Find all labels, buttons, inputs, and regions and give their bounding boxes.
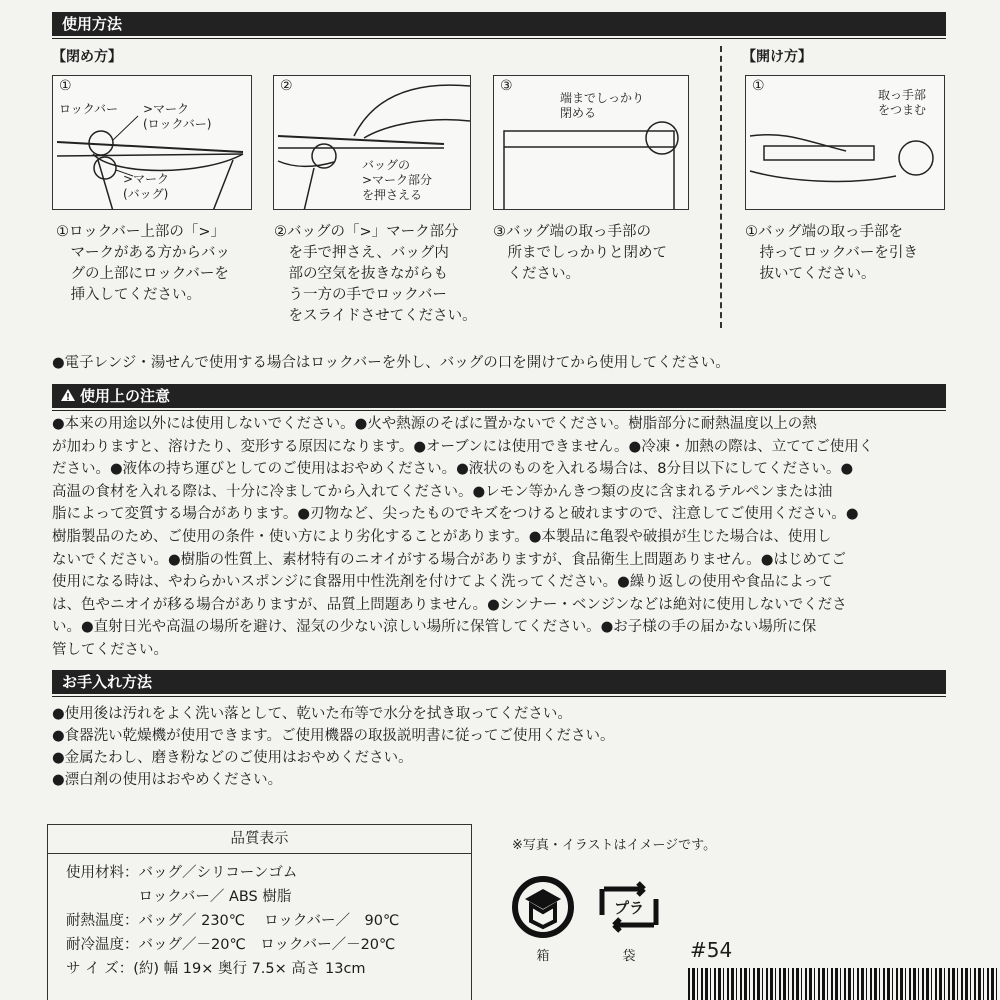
step-caption-2: ②バッグの「>」マーク部分 を手で押さえ、バッグ内 部の空気を抜きながらも う一方の手でロックバー をスライドさせてください。 — [274, 224, 477, 324]
box-label: 箱 — [536, 949, 550, 964]
pura-mark-text: プラ — [614, 899, 645, 917]
caution-line: 脂によって変質する場合があります。●刃物など、尖ったものでキズをつけると破れますので、注意してご使用ください。● — [52, 506, 859, 523]
care-line: ●使用後は汚れをよく洗い落として、乾いた布等で水分を拭き取ってください。 — [52, 706, 572, 722]
step-illustration-2 — [273, 75, 471, 210]
caution-line: ●本来の用途以外には使用しないでください。●火や熱源のそばに置かないでください。樹脂部分に耐熱温度以上の熱 — [52, 416, 817, 432]
bag-label: 袋 — [622, 949, 636, 964]
label-mark-lockbar: >マーク (ロックバー) — [143, 102, 212, 131]
microwave-note: ●電子レンジ・湯せんで使用する場合はロックバーを外し、バッグの口を開けてから使用してください。 — [52, 355, 730, 371]
caution-section-header — [52, 384, 946, 408]
paper-recycle-mark — [508, 875, 578, 964]
care-line: ●金属たわし、磨き粉などのご使用はおやめください。 — [52, 750, 413, 766]
step-caption-3: ③バッグ端の取っ手部の 所までしっかりと閉めて ください。 — [493, 224, 667, 282]
label-mark-bag: >マーク (バッグ) — [123, 172, 170, 201]
section-divider — [720, 46, 722, 328]
usage-section-header — [52, 12, 946, 36]
label-press-mark: バッグの >マーク部分 を押さえる — [362, 158, 433, 202]
product-code: #54 — [690, 938, 733, 962]
usage-section-title: 使用方法 — [62, 15, 123, 33]
plastic-recycle-mark — [594, 875, 664, 964]
care-line: ●食器洗い乾燥機が使用できます。ご使用機器の取扱説明書に従ってご使用ください。 — [52, 728, 615, 744]
caution-section-title: 使用上の注意 — [80, 387, 171, 405]
label-pinch-handle: 取っ手部 をつまむ — [878, 88, 927, 117]
quality-row: 耐冷温度：バッグ／－20℃ ロックバー／－20℃ — [66, 937, 396, 953]
caution-line: 使用になる時は、やわらかいスポンジに食器用中性洗剤を付けてよく洗ってください。●繰り返しの使用や食品によって — [52, 574, 833, 591]
close-heading: 【閉め方】 — [52, 49, 122, 65]
step-number: ① — [752, 78, 765, 94]
quality-row: ロックバー／ ABS 樹脂 — [66, 889, 292, 905]
quality-row: 耐熱温度：バッグ／ 230℃ ロックバー／ 90℃ — [66, 913, 400, 929]
quality-row: サ イ ズ：(約) 幅 19× 奥行 7.5× 高さ 13cm — [66, 961, 366, 977]
paper-box-recycle-icon — [511, 875, 575, 939]
label-close-to-end: 端までしっかり 閉める — [560, 91, 645, 120]
caution-line: は、色やニオイが移る場合がありますが、品質上問題ありません。●シンナー・ベンジンなどは絶対に使用しないでくださ — [52, 596, 847, 613]
image-note: ※写真・イラストはイメージです。 — [512, 838, 717, 853]
warning-icon — [60, 388, 76, 402]
step-number: ① — [59, 78, 72, 94]
open-illustration-1 — [745, 75, 945, 210]
care-line: ●漂白剤の使用はおやめください。 — [52, 772, 283, 788]
caution-line: ないでください。●樹脂の性質上、素材特有のニオイがする場合がありますが、食品衛生上問題ありません。●はじめてご — [52, 551, 846, 568]
caution-line: ださい。●液体の持ち運びとしてのご使用はおやめください。●液状のものを入れる場合は、8分目以下にしてください。● — [52, 461, 854, 478]
caution-line: 管してください。 — [52, 642, 168, 658]
open-caption-1: ①バッグ端の取っ手部を 持ってロックバーを引き 抜いてください。 — [745, 224, 918, 282]
care-section-header — [52, 670, 946, 694]
step-number: ② — [280, 78, 293, 94]
caution-line: い。●直射日光や高温の場所を避け、湿気の少ない涼しい場所に保管してください。●お子様の手の届かない場所に保 — [52, 619, 817, 636]
quality-row: 使用材料：バッグ／シリコーンゴム — [66, 865, 298, 881]
open-heading: 【開け方】 — [742, 49, 812, 65]
step-illustration-3 — [493, 75, 689, 210]
caution-line: 高温の食材を入れる際は、十分に冷ましてから入れてください。●レモン等かんきつ類の皮に含まれるテルペンまたは油 — [52, 483, 833, 500]
quality-label-table — [47, 824, 472, 1000]
barcode — [688, 968, 1000, 1000]
caution-line: が加わりますと、溶けたり、変形する原因になります。●オーブンには使用できません。●冷凍・加熱の際は、立ててご使用く — [52, 438, 874, 455]
label-lockbar: ロックバー — [59, 102, 119, 116]
quality-title: 品質表示 — [48, 825, 471, 854]
step-caption-1: ①ロックバー上部の「>」 マークがある方からバッ グの上部にロックバーを 挿入してください。 — [56, 224, 230, 303]
step-illustration-1 — [52, 75, 252, 210]
caution-line: 樹脂製品のため、ご使用の条件・使い方により劣化することがあります。●本製品に亀裂や破損が生じた場合は、使用し — [52, 529, 832, 545]
care-section-title: お手入れ方法 — [62, 673, 153, 691]
step-number: ③ — [500, 78, 513, 94]
